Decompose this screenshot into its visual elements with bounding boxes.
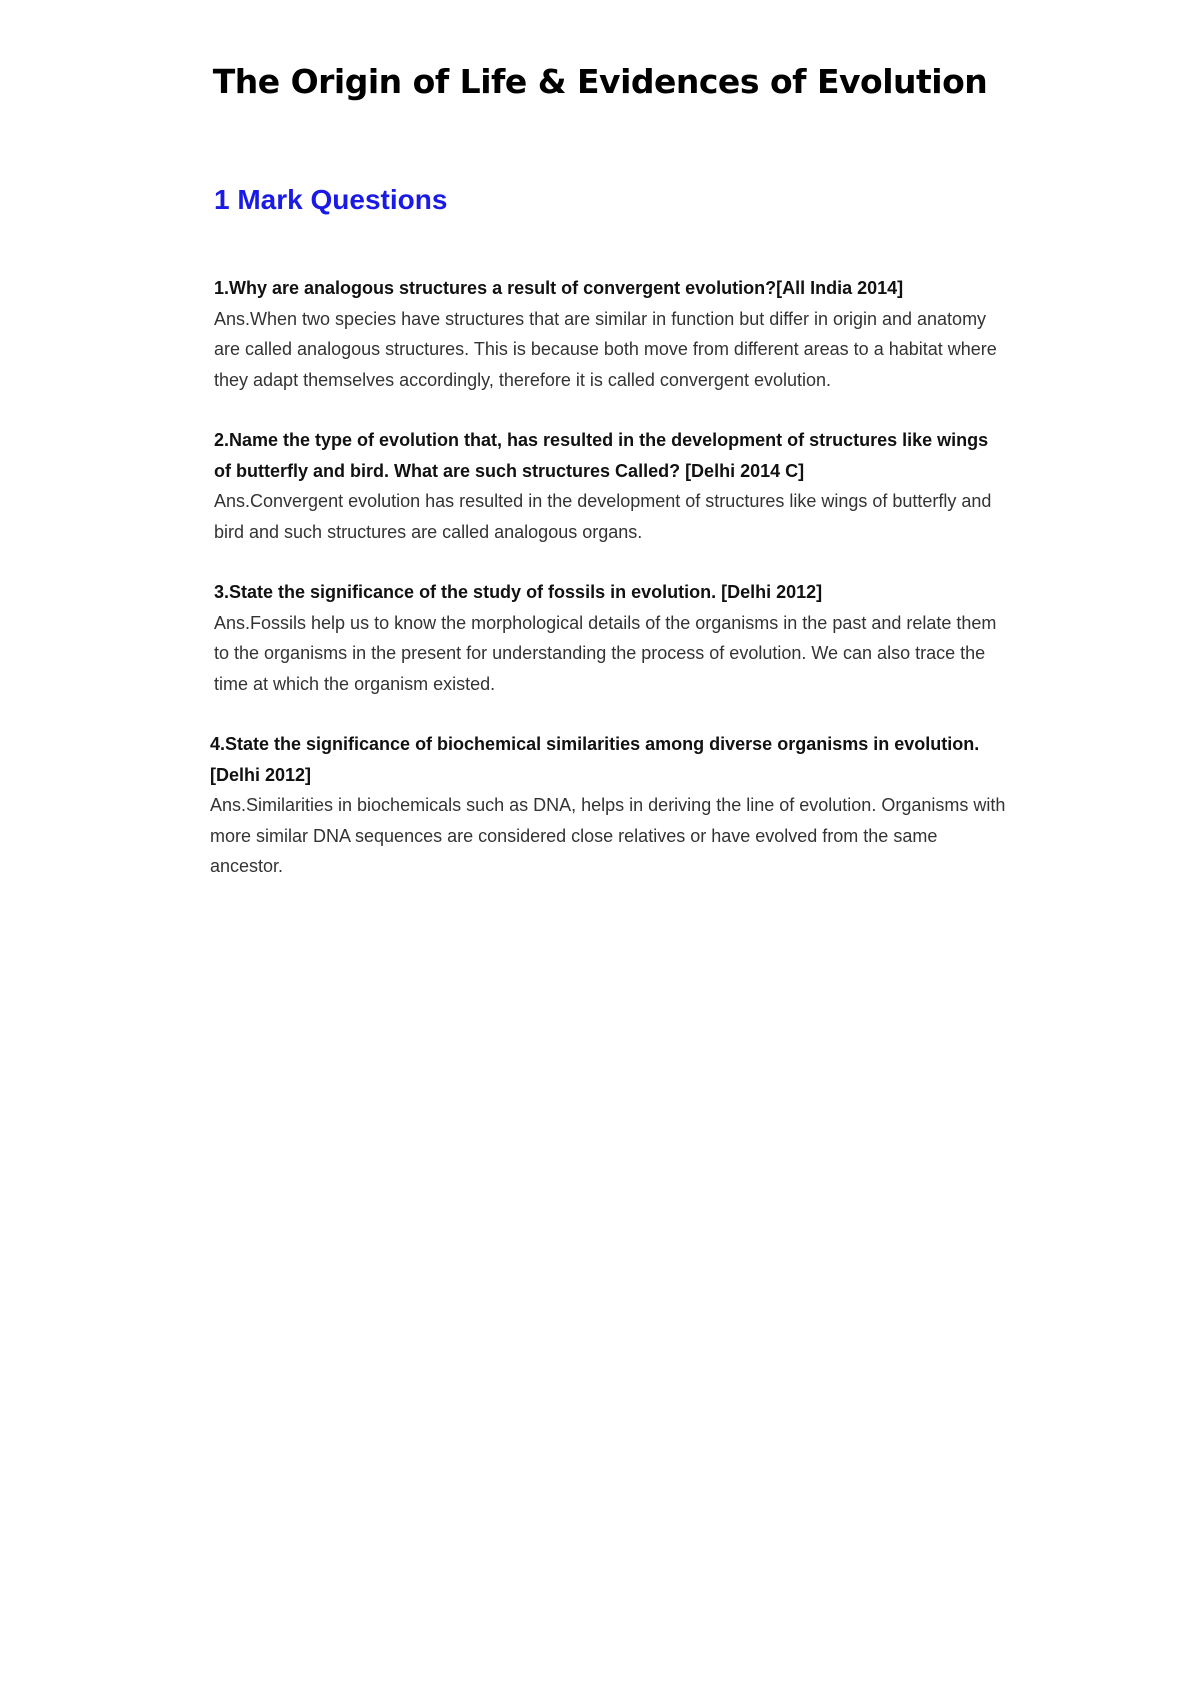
answer-text: Ans.Fossils help us to know the morphological details of the organisms in the past and relate them to the organisms in the present for understanding the process of evolution. We can also trace the time at which the organism existed. [214,612,997,694]
document-title: The Origin of Life & Evidences of Evolution [212,62,988,101]
answer-text: Ans.Convergent evolution has resulted in the development of structures like wings of butterfly and bird and such structures are called analogous organs. [214,491,992,542]
question-item [210,729,1010,882]
question-text: 1.Why are analogous structures a result of convergent evolution?[All India 2014] [214,278,904,298]
question-list [210,273,1010,912]
question-item [210,273,1010,395]
question-text: 2.Name the type of evolution that, has resulted in the development of structures like wings of butterfly and bird. What are such structures Called? [Delhi 2014 C] [214,430,989,481]
section-heading: 1 Mark Questions [214,184,448,215]
question-item [210,425,1010,547]
question-text: 3.State the significance of the study of fossils in evolution. [Delhi 2012] [214,582,823,602]
answer-text: Ans.When two species have structures that are similar in function but differ in origin and anatomy are called analogous structures. This is because both move from different areas to a habitat where they adapt themselves accordingly, therefore it is called convergent evolution. [214,308,997,390]
question-item [210,577,1010,699]
question-text: 4.State the significance of biochemical similarities among diverse organisms in evolution. [Delhi 2012] [210,734,980,785]
answer-text: Ans.Similarities in biochemicals such as DNA, helps in deriving the line of evolution. Organisms with more similar DNA sequences are considered close relatives or have evolved from the same ancestor. [210,795,1006,876]
